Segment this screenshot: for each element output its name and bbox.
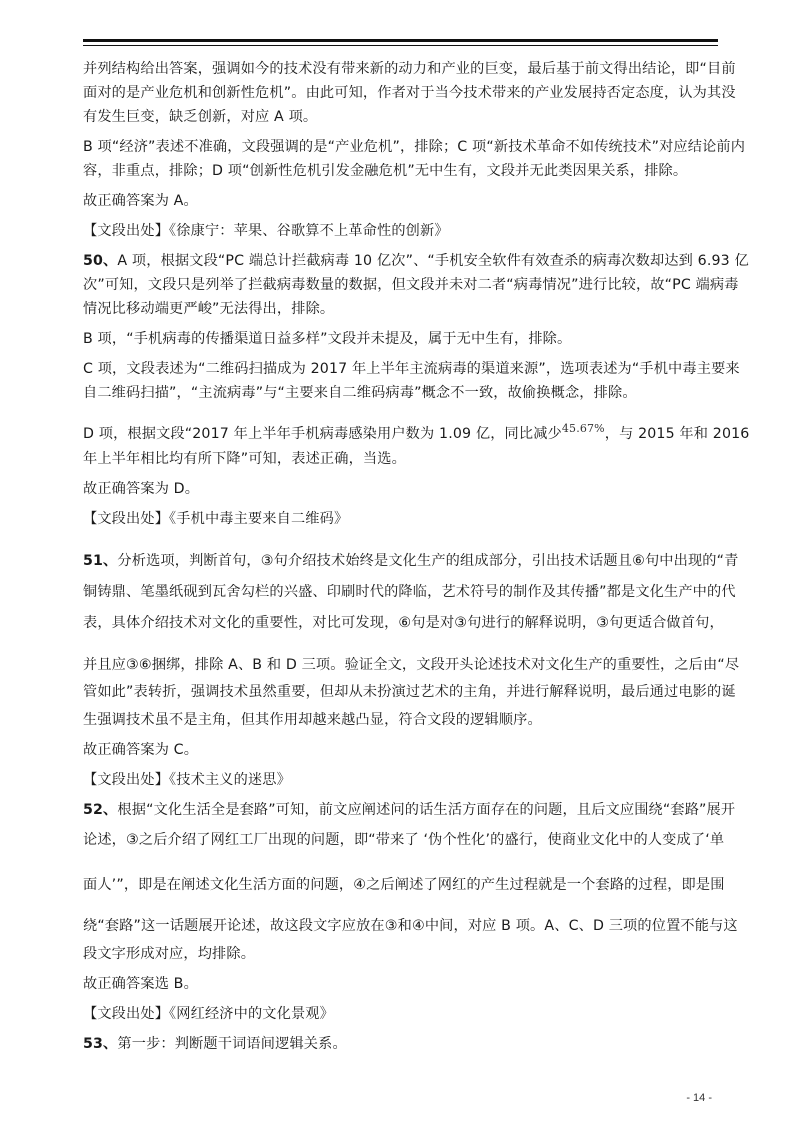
text-line-with-percent (83, 422, 750, 447)
text-line: 容，非重点，排除；D 项“创新性危机引发金融危机”无中生有，文段并无此类因果关系，排除。 (83, 163, 688, 179)
source-line: 【文段出处】《手机中毒主要来自二维码》 (83, 511, 349, 527)
text-line: 论述，③之后介绍了网红工厂出现的问题，即“带来了 ‘伪个性化’的盛行，使商业文化中的人变成了‘单 (83, 832, 725, 848)
answer-line: 故正确答案为 C。 (83, 742, 199, 758)
text-line: 铜铸鼎、笔墨纸砚到瓦舍勾栏的兴盛、印刷时代的降临，艺术符号的制作及其传播”都是文化生产中的代 (83, 584, 736, 600)
text-line: 情况比移动端更严峻”无法得出，排除。 (83, 301, 335, 317)
source-line: 【文段出处】《徐康宁：苹果、谷歌算不上革命性的创新》 (83, 223, 449, 239)
text-span: 分析选项，判断首句，③句介绍技术始终是文化生产的组成部分，引出技术话题且⑥句中出现的“青 (117, 553, 739, 569)
source-line: 【文段出处】《技术主义的迷思》 (83, 772, 291, 788)
answer-line: 故正确答案为 D。 (83, 481, 200, 497)
text-span: D 项，根据文段“2017 年上半年手机病毒感染用户数为 1.09 亿，同比减少 (83, 426, 562, 442)
text-span: 根据“文化生活全是套路”可知，前文应阐述问的话生活方面存在的问题，且后文应围绕“套路”展开 (117, 802, 736, 818)
text-line: 年上半年相比均有所下降”可知，表述正确，当选。 (83, 451, 406, 467)
question-number: 53、 (83, 1036, 118, 1052)
text-line: B 项“经济”表述不准确，文段强调的是“产业危机”，排除；C 项“新技术革命不如传统技术”对应结论前内 (83, 139, 746, 155)
page-number: - 14 - (686, 1092, 712, 1104)
question-number: 52、 (83, 802, 118, 818)
text-line: 绕“套路”这一话题展开论述，故这段文字应放在③和④中间，对应 B 项。A、C、D 三项的位置不能与这 (83, 918, 738, 934)
question-53-line (83, 1032, 723, 1056)
question-50-line (83, 249, 749, 273)
question-51-line (83, 549, 739, 573)
text-line: 并且应③⑥捆绑，排除 A、B 和 D 三项。验证全文，文段开头论述技术对文化生产的重要性，之后由“尽 (83, 657, 740, 673)
text-line: 面人’”，即是在阐述文化生活方面的问题，④之后阐述了网红的产生过程就是一个套路的过程，即是围 (83, 877, 725, 893)
text-line: 面对的是产业危机和创新性危机”。由此可知，作者对于当今技术带来的产业发展持否定态度，认为其没 (83, 85, 736, 101)
text-line: 表，具体介绍技术对文化的重要性，对比可发现，⑥句是对③句进行的解释说明，③句更适合做首句， (83, 615, 724, 631)
text-span: ，与 2015 年和 2016 (604, 426, 750, 442)
text-span: 第一步：判断题干词语间逻辑关系。 (117, 1036, 347, 1052)
question-number: 50、 (83, 253, 118, 269)
text-line: 段文字形成对应，均排除。 (83, 946, 256, 962)
text-line: 次”可知，文段只是列举了拦截病毒数量的数据，但文段并未对二者“病毒情况”进行比较，故“PC 端病毒 (83, 277, 739, 293)
text-line: 管如此”表转折，强调技术虽然重要，但却从未扮演过艺术的主角，并进行解释说明，最后通过电影的诞 (83, 684, 736, 700)
text-line: 生强调技术虽不是主角，但其作用却越来越凸显，符合文段的逻辑顺序。 (83, 712, 542, 728)
text-line: 自二维码扫描”，“主流病毒”与“主要来自二维码病毒”概念不一致，故偷换概念，排除。 (83, 385, 637, 401)
question-number: 51、 (83, 553, 118, 569)
answer-line: 故正确答案为 A。 (83, 193, 198, 209)
text-line: C 项，文段表述为“二维码扫描成为 2017 年上半年主流病毒的渠道来源”，选项表述为“手机中毒主要来 (83, 361, 740, 377)
answer-line: 故正确答案选 B。 (83, 976, 198, 992)
source-line: 【文段出处】《网红经济中的文化景观》 (83, 1006, 334, 1022)
percent-figure: 45.67% (561, 422, 605, 435)
header-rule-thick (83, 39, 718, 42)
text-line: 有发生巨变，缺乏创新，对应 A 项。 (83, 109, 318, 125)
text-span: A 项，根据文段“PC 端总计拦截病毒 10 亿次”、“手机安全软件有效查杀的病毒次数却达到 6.93 亿 (117, 253, 749, 269)
text-line: B 项，“手机病毒的传播渠道日益多样”文段并未提及，属于无中生有，排除。 (83, 331, 572, 347)
question-52-line (83, 798, 736, 822)
text-line: 并列结构给出答案，强调如今的技术没有带来新的动力和产业的巨变，最后基于前文得出结论，即“目前 (83, 61, 736, 77)
header-rule-thin (83, 45, 718, 46)
